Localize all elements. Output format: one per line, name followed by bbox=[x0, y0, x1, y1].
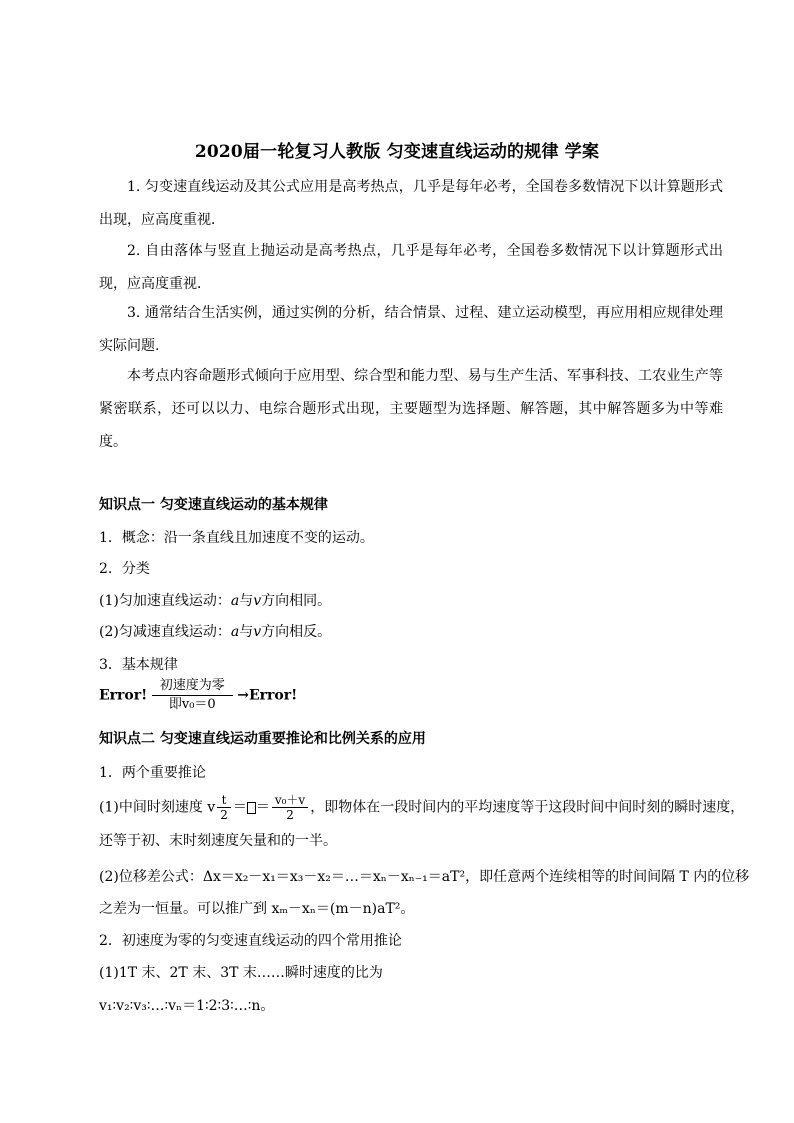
page-title: 2020届一轮复习人教版 匀变速直线运动的规律 学案 bbox=[194, 142, 600, 162]
decel-line bbox=[99, 621, 331, 641]
accel-a: a bbox=[230, 593, 240, 609]
intro-paragraph-1: 1. 匀变速直线运动及其公式应用是高考热点，几乎是每年必考，全国卷多数情况下以计算题形式出现，应高度重视． bbox=[99, 179, 723, 228]
displacement-line-1: (2)位移差公式：Δx＝x₂－x₁＝x₃－x₂＝…＝xₙ－xₙ₋₁＝aT²，即任意两个连续相等的时间间隔 T 内的位移 bbox=[99, 869, 750, 885]
four-inferences-line: 2．初速度为零的匀变速直线运动的四个常用推论 bbox=[99, 933, 402, 949]
decel-suffix: 方向相反。 bbox=[261, 624, 332, 640]
mid-eq: ＝ bbox=[232, 799, 247, 816]
section1-heading: 知识点一 匀变速直线运动的基本规律 bbox=[99, 497, 328, 513]
displacement-line-2: 之差为一恒量。可以推广到 xₘ－xₙ＝(m－n)aT²。 bbox=[99, 901, 415, 917]
accel-prefix: (1)匀加速直线运动： bbox=[99, 593, 231, 609]
basic-law-line: 3．基本规律 bbox=[99, 657, 178, 673]
section2-heading: 知识点二 匀变速直线运动重要推论和比例关系的应用 bbox=[99, 731, 426, 747]
condition-top: 初速度为零 bbox=[152, 677, 233, 696]
ratio-line-1: (1)1T 末、2T 末、3T 末……瞬时速度的比为 bbox=[99, 965, 383, 981]
frac-num: t bbox=[217, 793, 231, 808]
frac-den: 2 bbox=[220, 808, 228, 822]
mid-suffix: ，即物体在一段时间内的平均速度等于这段时间中间时刻的瞬时速度， bbox=[310, 799, 745, 816]
two-inferences-line: 1．两个重要推论 bbox=[99, 765, 206, 781]
condition-bottom: 即v₀＝0 bbox=[168, 697, 216, 712]
initial-velocity-condition bbox=[152, 677, 233, 714]
accel-mid: 与 bbox=[239, 593, 254, 609]
classify-line: 2．分类 bbox=[99, 561, 150, 577]
concept-line: 1．概念：沿一条直线且加速度不变的运动。 bbox=[99, 530, 374, 546]
frac-den: 2 bbox=[286, 808, 294, 822]
frac-num: v₀＋v bbox=[272, 793, 308, 808]
decel-mid: 与 bbox=[239, 624, 254, 640]
intro-paragraph-4: 本考点内容命题形式倾向于应用型、综合型和能力型、易与生产生活、军事科技、工农业生产等紧密联系，还可以以力、电综合题形式出现，主要题型为选择题、解答题，其中解答题多为中等难度。 bbox=[99, 368, 723, 450]
decel-v: v bbox=[253, 624, 262, 640]
mid-line-2: 还等于初、末时刻速度矢量和的一半。 bbox=[99, 833, 337, 849]
mid-time-velocity-line bbox=[99, 793, 744, 822]
mid-eq2: ＝ bbox=[255, 799, 270, 816]
accel-line bbox=[99, 590, 331, 610]
t-over-2-fraction bbox=[217, 793, 231, 822]
error-right: →Error! bbox=[237, 687, 298, 704]
accel-suffix: 方向相同。 bbox=[261, 593, 332, 609]
decel-a: a bbox=[230, 624, 240, 640]
mid-prefix: (1)中间时刻速度 v bbox=[99, 799, 216, 816]
avg-velocity-fraction bbox=[272, 793, 308, 822]
missing-glyph-icon bbox=[247, 802, 256, 814]
error-left: Error! bbox=[99, 687, 148, 704]
intro-paragraph-2: 2. 自由落体与竖直上抛运动是高考热点，几乎是每年必考，全国卷多数情况下以计算题形式出现，应高度重视． bbox=[99, 243, 723, 292]
decel-prefix: (2)匀减速直线运动： bbox=[99, 624, 231, 640]
accel-v: v bbox=[253, 593, 262, 609]
ratio-line-2: v₁∶v₂∶v₃∶…∶vₙ＝1∶2∶3∶…∶n。 bbox=[99, 998, 275, 1014]
basic-law-formula bbox=[99, 677, 297, 714]
intro-paragraph-3: 3. 通常结合生活实例，通过实例的分析，结合情景、过程、建立运动模型，再应用相应规律处理实际问题. bbox=[99, 305, 723, 354]
